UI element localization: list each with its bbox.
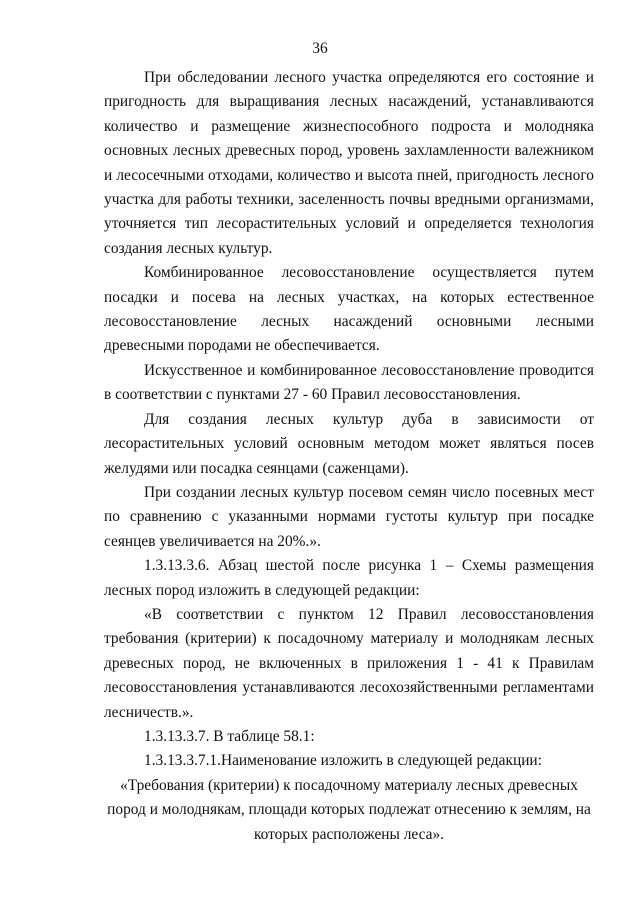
document-body bbox=[104, 66, 594, 847]
paragraph-quoted-requirements: «В соответствии с пунктом 12 Правил лесовосстановления требования (критерии) к посадочному материалу и молоднякам лесных древесных пород, не включенных в приложения 1 - 41 к Правилам лесовосстановления устанавливаются лесохозяйственными регламентами лесничеств.». bbox=[104, 605, 594, 721]
paragraph-survey: При обследовании лесного участка определяются его состояние и пригодность для выращивания лесных насаждений, устанавливаются количество и размещение жизнеспособного подроста и молодняка основных лесных древесных пород, уровень захламленности валежником и лесосечными отходами, количество и высота пней, пригодность лесного участка для работы техники, заселенность почвы вредными организмами, уточняется тип лесорастительных условий и определяется технология создания лесных культур. bbox=[104, 69, 594, 257]
paragraph-seeding-density: При создании лесных культур посевом семян число посевных мест по сравнению с указанными нормами густоты культур при посадке сеянцев увеличивается на 20%.». bbox=[104, 483, 594, 550]
paragraph-clause-1-3-13-3-7-1: 1.3.13.3.7.1.Наименование изложить в следующей редакции: bbox=[144, 752, 542, 770]
paragraph-artificial-reforestation: Искусственное и комбинированное лесовосстановление проводится в соответствии с пунктами 27 - 60 Правил лесовосстановления. bbox=[104, 361, 594, 404]
paragraph-clause-1-3-13-3-7: 1.3.13.3.7. В таблице 58.1: bbox=[144, 727, 315, 745]
quoted-title-line-1: «Требования (критерии) к посадочному материалу лесных древесных bbox=[120, 776, 578, 794]
quoted-table-title bbox=[104, 774, 594, 847]
quoted-title-line-2: пород и молоднякам, площади которых подлежат отнесению к землям, на bbox=[107, 801, 591, 819]
paragraph-clause-1-3-13-3-6: 1.3.13.3.6. Абзац шестой после рисунка 1 – Схемы размещения лесных пород изложить в следующей редакции: bbox=[104, 557, 594, 599]
quoted-title-line-3: которых расположены леса». bbox=[253, 825, 445, 843]
paragraph-oak-cultures: Для создания лесных культур дуба в зависимости от лесорастительных условий основным методом может являться посев желудями или посадка сеянцами (саженцами). bbox=[104, 410, 594, 477]
page-number: 36 bbox=[312, 40, 328, 57]
paragraph-combined-reforestation: Комбинированное лесовосстановление осуществляется путем посадки и посева на лесных участках, на которых естественное лесовосстановление лесных насаждений основными лесными древесными породами не обеспечивается. bbox=[104, 264, 594, 355]
